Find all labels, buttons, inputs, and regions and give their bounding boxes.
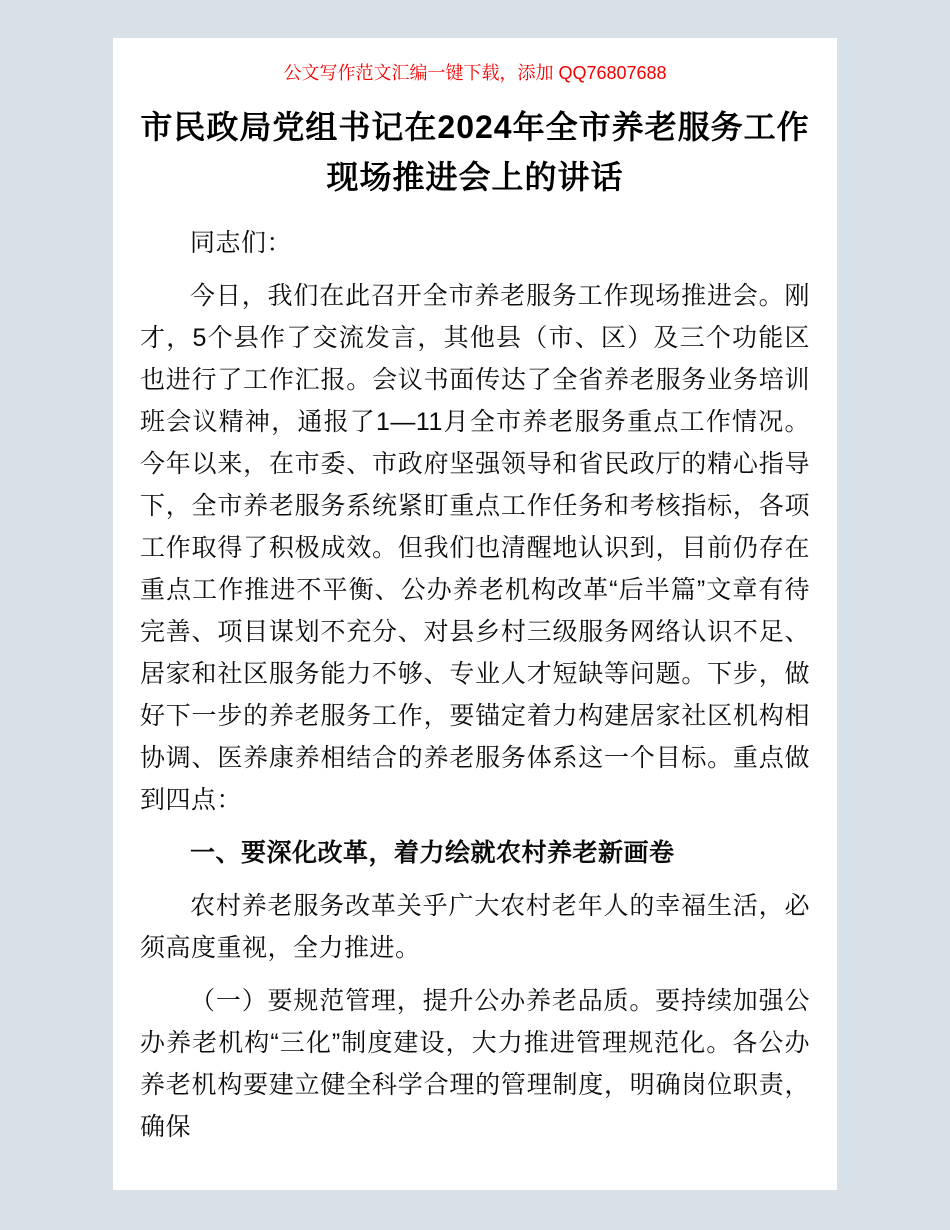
title-line-2: 现场推进会上的讲话	[326, 159, 624, 195]
paragraph-body-rural: 农村养老服务改革关乎广大农村老年人的幸福生活，必须高度重视，全力推进。	[140, 892, 810, 962]
title-line-1: 市民政局党组书记在2024年全市养老服务工作	[140, 109, 810, 145]
header-notice: 公文写作范文汇编一键下载，添加 QQ76807688	[283, 63, 667, 83]
document-title	[140, 102, 810, 202]
document-page	[113, 38, 837, 1190]
paragraph-body-opening: 今日，我们在此召开全市养老服务工作现场推进会。刚才，5个县作了交流发言，其他县（市、区）及三个功能区也进行了工作汇报。会议书面传达了全省养老服务业务培训班会议精神，通报了1—11月全市养老服务重点工作情况。今年以来，在市委、市政府坚强领导和省民政厅的精心指导下，全市养老服务系统紧盯重点工作任务和考核指标，各项工作取得了积极成效。但我们也清醒地认识到，目前仍存在重点工作推进不平衡、公办养老机构改革“后半篇”文章有待完善、项目谋划不充分、对县乡村三级服务网络认识不足、居家和社区服务能力不够、专业人才短缺等问题。下步，做好下一步的养老服务工作，要锚定着力构建居家社区机构相协调、医养康养相结合的养老服务体系这一个目标。重点做到四点：	[140, 282, 810, 814]
paragraph-salutation: 同志们：	[190, 229, 293, 257]
section-heading-1: 一、要深化改革，着力绘就农村养老新画卷	[190, 839, 675, 867]
paragraph-body-item-1: （一）要规范管理，提升公办养老品质。要持续加强公办养老机构“三化”制度建设，大力推进管理规范化。各公办养老机构要建立健全科学合理的管理制度，明确岗位职责，确保	[140, 987, 810, 1141]
